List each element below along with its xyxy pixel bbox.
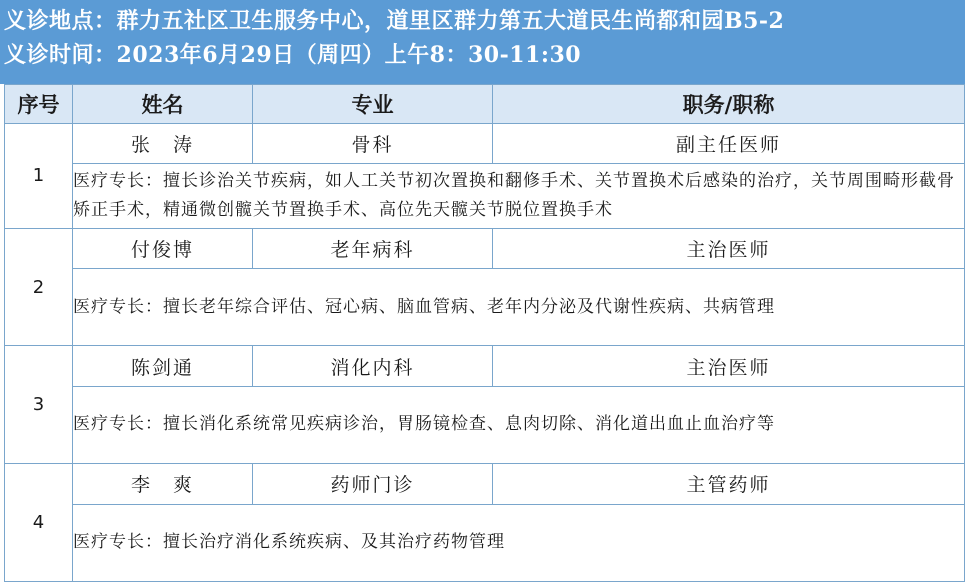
time-label: 义诊时间： [4,42,117,68]
expertise-row [5,269,965,346]
doctor-specialty: 骨科 [253,124,493,164]
header-index: 序号 [5,85,73,124]
doctor-specialty: 消化内科 [253,346,493,386]
table-row [5,124,965,164]
header-name: 姓名 [73,85,253,124]
row-index: 2 [5,228,73,346]
doctor-expertise: 医疗专长：擅长治疗消化系统疾病、及其治疗药物管理 [73,504,965,581]
row-index: 4 [5,464,73,582]
expertise-row [5,386,965,463]
row-index: 3 [5,346,73,464]
doctor-name: 付俊博 [73,228,253,268]
doctor-specialty: 老年病科 [253,228,493,268]
table-row [5,346,965,386]
location-line [4,4,965,38]
header-banner [0,0,965,84]
location-text: 群力五社区卫生服务中心，道里区群力第五大道民生尚都和园B5-2 [116,8,785,34]
time-line [4,38,965,72]
doctor-expertise: 医疗专长：擅长老年综合评估、冠心病、脑血管病、老年内分泌及代谢性疾病、共病管理 [73,269,965,346]
table-row [5,228,965,268]
doctor-expertise: 医疗专长：擅长诊治关节疾病，如人工关节初次置换和翻修手术、关节置换术后感染的治疗，关节周围畸形截骨矫正手术，精通微创髋关节置换手术、高位先天髋关节脱位置换手术 [73,164,965,228]
table-header-row [5,85,965,124]
header-title: 职务/职称 [493,85,965,124]
doctor-expertise: 医疗专长：擅长消化系统常见疾病诊治，胃肠镜检查、息肉切除、消化道出血止血治疗等 [73,386,965,463]
doctor-name: 张 涛 [73,124,253,164]
location-label: 义诊地点： [4,8,117,34]
doctor-name: 陈剑通 [73,346,253,386]
doctor-schedule-table [4,84,965,582]
table-row [5,464,965,504]
doctor-title: 主治医师 [493,228,965,268]
doctor-name: 李 爽 [73,464,253,504]
header-specialty: 专业 [253,85,493,124]
row-index: 1 [5,124,73,229]
doctor-title: 副主任医师 [493,124,965,164]
expertise-row [5,164,965,228]
time-text: 2023年6月29日（周四）上午8：30-11:30 [116,42,582,68]
doctor-specialty: 药师门诊 [253,464,493,504]
doctor-title: 主管药师 [493,464,965,504]
doctor-title: 主治医师 [493,346,965,386]
expertise-row [5,504,965,581]
